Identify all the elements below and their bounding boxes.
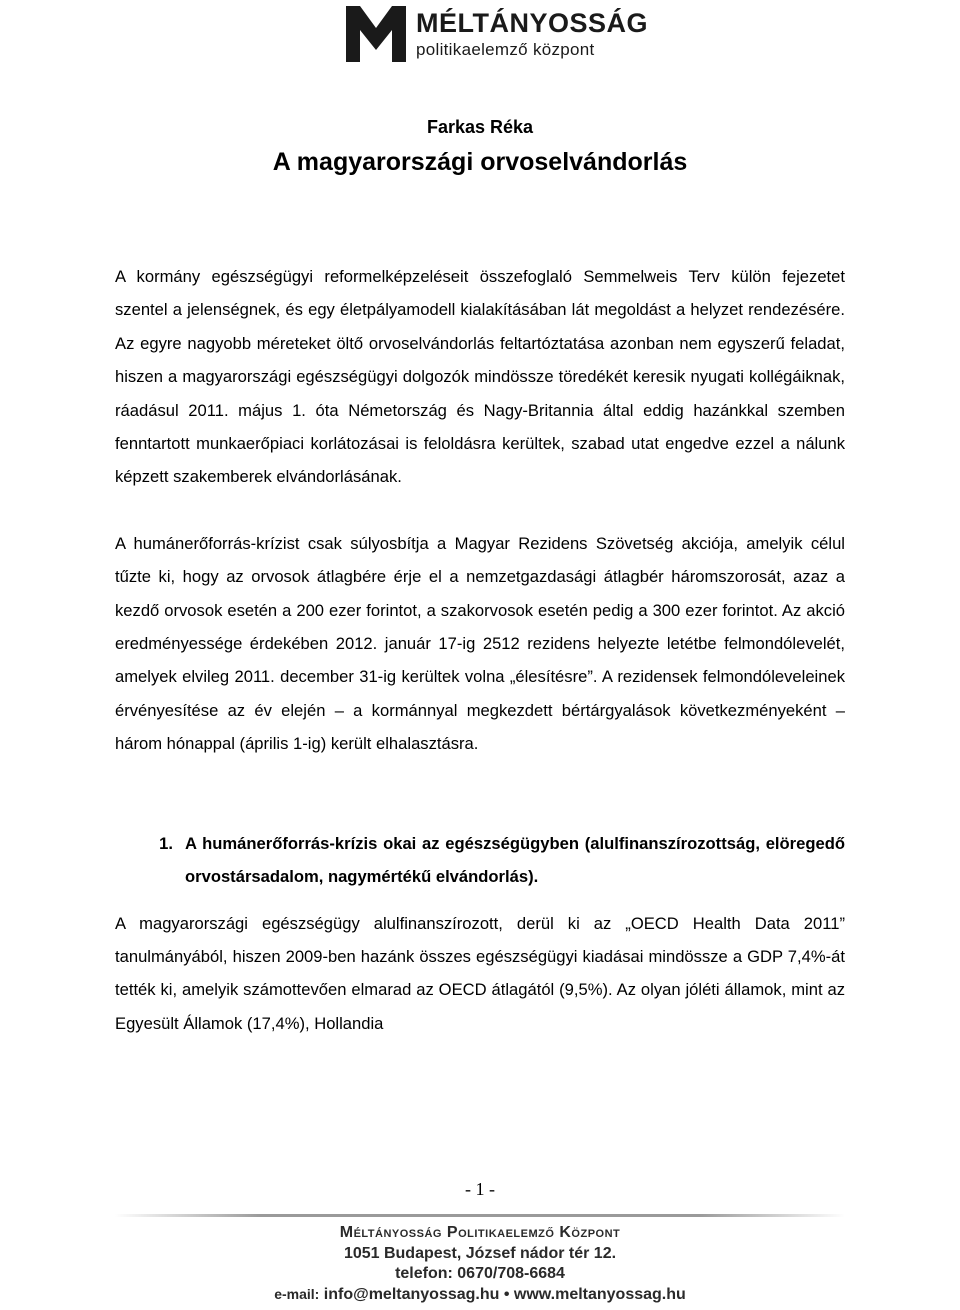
logo-name: MÉLTÁNYOSSÁG xyxy=(416,8,649,38)
footer-email-links[interactable]: info@meltanyossag.hu • www.meltanyossag.hu xyxy=(323,1286,686,1303)
footer-org: Méltányosság Politikaelemző Központ xyxy=(339,1224,621,1241)
document-body xyxy=(115,260,845,1040)
paragraph: A kormány egészségügyi reformelképzeléseit összefoglaló Semmelweis Terv külön fejezetet szentel a jelenségnek, és egy életpályamodell kialakításában lát megoldást a helyzet rendezésére. Az egyre nagyobb méreteket öltő orvoselvándorlás feltartóztatása azonban nem egyszerű feladat, hiszen a magyarországi egészségügyi dolgozók mindössze töredékét keresik nyugati kollégáiknak, ráadásul 2011. május 1. óta Németország és Nagy-Britannia által eddig hazánkkal szemben fenntartott munkaerőpiaci korlátozásai is feloldásra kerültek, szabad utat engedve ezzel a nálunk képzett szakemberek elvándorlásának. xyxy=(115,267,845,487)
page-number: - 1 - xyxy=(465,1179,495,1199)
footer-phone: telefon: 0670/708-6684 xyxy=(395,1265,565,1282)
footer-email-label: e-mail: xyxy=(274,1286,320,1302)
section-heading-text: A humánerőforrás-krízis okai az egészségügyben (alulfinanszírozottság, elöregedő orvostársadalom, nagymértékű elvándorlás). xyxy=(185,833,845,887)
footer-divider xyxy=(115,1214,845,1217)
paragraph: A magyarországi egészségügy alulfinanszírozott, derül ki az „OECD Health Data 2011” tanulmányából, hiszen 2009-ben hazánk összes egészségügyi kiadásai mindössze a GDP 7,4%-át tették ki, amelyik számottevően elmarad az OECD átlagától (9,5%). Az olyan jóléti államok, mint az Egyesült Államok (17,4%), Hollandia xyxy=(115,913,845,1033)
document-title: A magyarországi orvoselvándorlás xyxy=(272,148,688,176)
author: Farkas Réka xyxy=(426,117,534,137)
footer-contact xyxy=(0,1284,960,1305)
footer xyxy=(0,1222,960,1305)
paragraph: A humánerőforrás-krízist csak súlyosbítja a Magyar Rezidens Szövetség akciója, amelyik célul tűzte ki, hogy az orvosok átlagbére érje el a nemzetgazdasági átlagbér háromszorosát, azaz a kezdő orvosok esetén a 200 ezer forintot, a szakorvosok esetén pedig a 300 ezer forintot. Az akció eredményessége érdekében 2012. január 17-ig 2512 rezidens helyezte letétbe felmondólevelét, amelyek elvileg 2011. december 31-ig kerültek volna „élesítésre”. A rezidensek felmondóleveleinek érvényesítése az év elején – a kormánnyal megkezdett bértárgyalások következményeként – három hónappal (április 1-ig) került elhalasztásra. xyxy=(115,533,845,754)
section-number: 1. xyxy=(159,833,173,853)
section-heading xyxy=(115,827,845,894)
logo xyxy=(346,6,649,62)
footer-address: 1051 Budapest, József nádor tér 12. xyxy=(343,1245,617,1262)
logo-subtitle: politikaelemző központ xyxy=(416,40,595,59)
logo-mark-icon xyxy=(346,6,406,62)
